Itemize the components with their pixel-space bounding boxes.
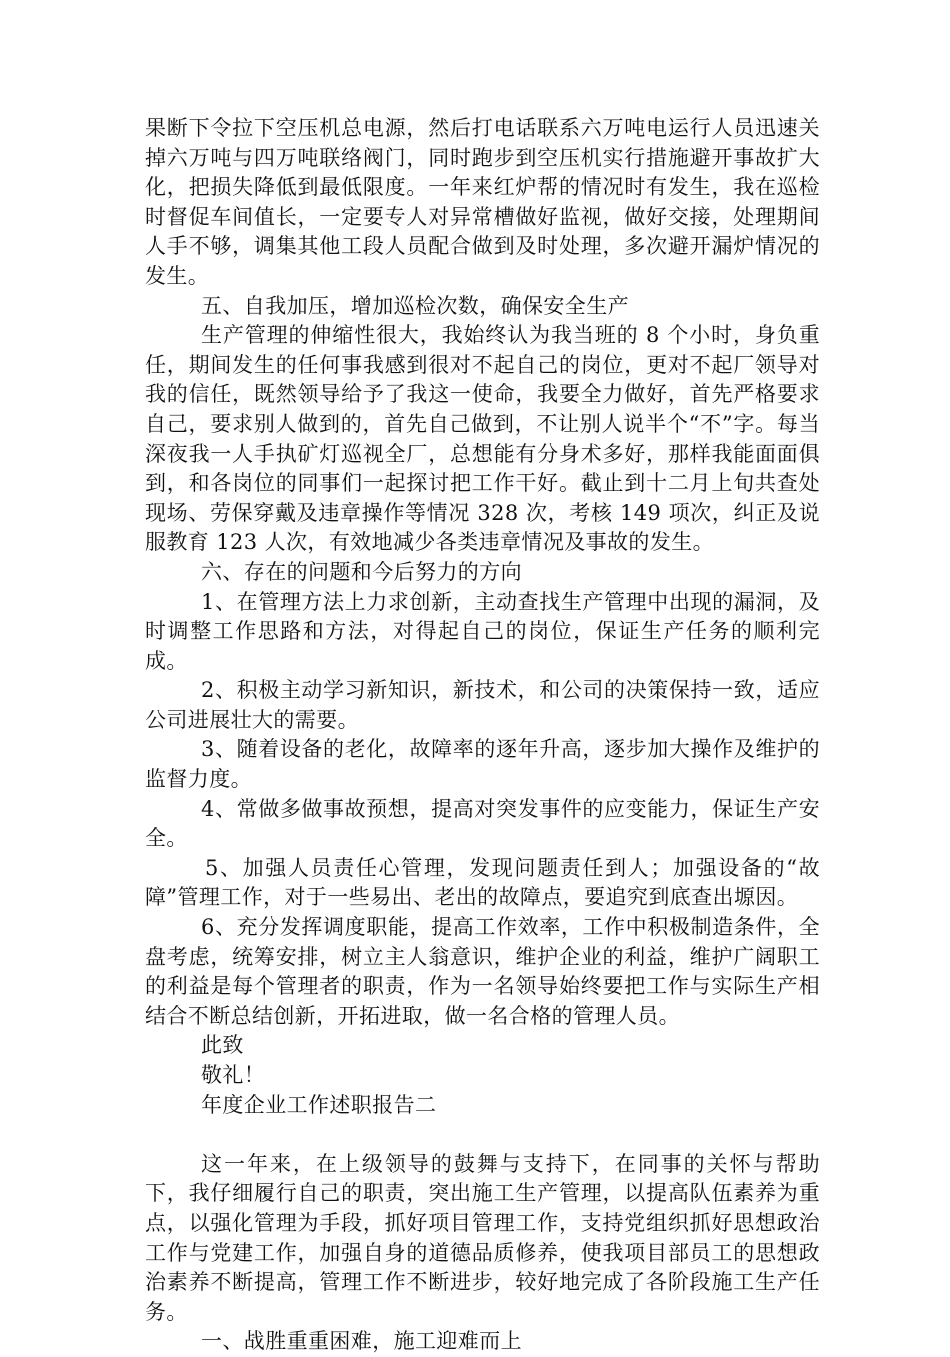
report-two-title: 年度企业工作述职报告二 (201, 1092, 437, 1117)
blank-line (145, 1120, 820, 1150)
list-item-4: 4、常做多做事故预想，提高对突发事件的应变能力，保证生产安全。 (145, 796, 820, 851)
section-heading-1: 一、战胜重重困难，施工迎难而上 (201, 1329, 522, 1354)
closing-salutation: 此致 (201, 1033, 244, 1058)
list-item-3: 3、随着设备的老化，故障率的逐年升高，逐步加大操作及维护的监督力度。 (145, 737, 820, 792)
list-item-1: 1、在管理方法上力求创新，主动查找生产管理中出现的漏洞，及时调整工作思路和方法，对得起自己的岗位，保证生产任务的顺利完成。 (145, 589, 820, 673)
list-item-6: 6、充分发挥调度职能，提高工作效率，工作中积极制造条件，全盘考虑，统筹安排，树立主人翁意识，维护企业的利益，维护广阔职工的利益是每个管理者的职责，作为一名领导始终要把工作与实际生产相结合不断总结创新，开拓进取，做一名合格的管理人员。 (145, 915, 820, 1028)
list-item-2: 2、积极主动学习新知识，新技术，和公司的决策保持一致，适应公司进展壮大的需要。 (145, 678, 820, 732)
closing-regards: 敬礼！ (201, 1063, 266, 1087)
paragraph-report-two-intro: 这一年来，在上级领导的鼓舞与支持下，在同事的关怀与帮助下，我仔细履行自己的职责，突出施工生产管理，以提高队伍素养为重点，以强化管理为手段，抓好项目管理工作，支持党组织抓好思想政治工作与党建工作，加强自身的道德品质修养，使我项目部员工的思想政治素养不断提高，管理工作不断进步，较好地完成了各阶段施工生产任务。 (145, 1151, 820, 1324)
document-body (145, 114, 820, 1357)
list-item-5: 5、加强人员责任心管理，发现问题责任到人；加强设备的“故障”管理工作，对于一些易出、老出的故障点，要追究到底查出塬因。 (145, 855, 820, 910)
paragraph-production-management: 生产管理的伸缩性很大，我始终认为我当班的 8 个小时，身负重任，期间发生的任何事我感到很对不起自己的岗位，更对不起厂领导对我的信任，既然领导给予了我这一使命，我要全力做好，首先严格要求自己，要求别人做到的，首先自己做到，不让别人说半个“不”字。每当深夜我一人手执矿灯巡视全厂，总想能有分身术多好，那样我能面面俱到，和各岗位的同事们一起探讨把工作干好。截止到十二月上旬共查处现场、劳保穿戴及违章操作等情况 328 次，考核 149 项次，纠正及说服教育 123 人次，有效地减少各类违章情况及事故的发生。 (145, 323, 820, 555)
paragraph-continuation: 果断下令拉下空压机总电源，然后打电话联系六万吨电运行人员迅速关掉六万吨与四万吨联络阀门，同时跑步到空压机实行措施避开事故扩大化，把损失降低到最低限度。一年来红炉帮的情况时有发生，我在巡检时督促车间值长，一定要专人对异常槽做好监视，做好交接，处理期间人手不够，调集其他工段人员配合做到及时处理，多次避开漏炉情况的发生。 (145, 116, 820, 288)
section-heading-6: 六、存在的问题和今后努力的方向 (201, 559, 522, 584)
section-heading-5: 五、自我加压，增加巡检次数，确保安全生产 (201, 293, 629, 318)
